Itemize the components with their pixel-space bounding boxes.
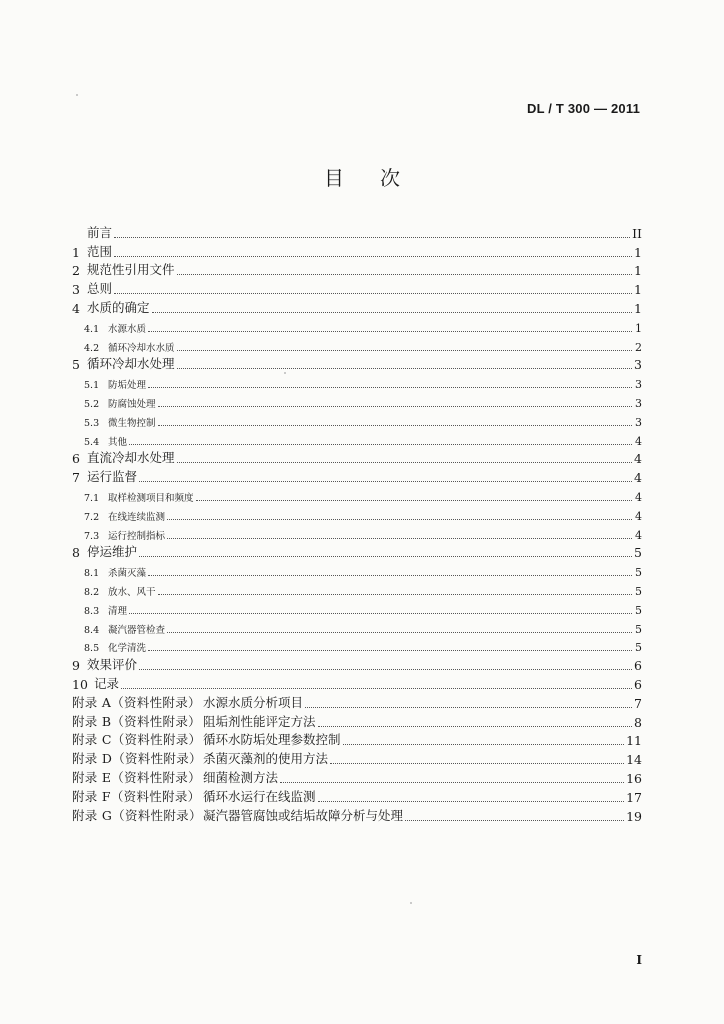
- toc-entry-number: 4.2: [84, 342, 100, 354]
- toc-entry-number: 8.5: [84, 643, 100, 655]
- toc-entry-number: 附录 C（资料性附录）: [72, 732, 202, 748]
- toc-entry-label: 微生物控制: [108, 417, 156, 429]
- dot-leader: [158, 406, 632, 407]
- toc-entry: [72, 222, 642, 241]
- dot-leader: [167, 519, 632, 520]
- dot-leader: [148, 387, 632, 388]
- toc-entry-number: 7.2: [84, 511, 100, 523]
- toc-entry: [72, 448, 642, 467]
- toc-entry-label: 循环水运行在线监测: [203, 788, 316, 804]
- toc-entry-label: 细菌检测方法: [203, 769, 279, 785]
- toc-entry-page: 2: [635, 340, 642, 354]
- dot-leader: [152, 312, 632, 313]
- toc-entry-page: 3: [634, 357, 642, 373]
- toc-entry-label: 取样检测项目和频度: [108, 492, 194, 504]
- dot-leader: [196, 500, 632, 501]
- toc-entry: [72, 429, 642, 448]
- toc-entry-number: 8.3: [84, 605, 100, 617]
- toc-entry: [72, 335, 642, 354]
- toc-entry-number: 7: [72, 470, 80, 486]
- toc-entry-page: 1: [634, 263, 642, 279]
- toc-entry-number: 7.3: [84, 530, 100, 542]
- toc-entry: [72, 654, 642, 673]
- toc-entry-page: 4: [635, 434, 642, 448]
- toc-entry-label: 阻垢剂性能评定方法: [203, 713, 316, 729]
- toc-entry-page: 5: [635, 566, 642, 580]
- toc-entry-label: 其他: [108, 436, 128, 448]
- toc-entry: [72, 711, 642, 730]
- scan-speck: [284, 372, 286, 374]
- toc-entry: [72, 748, 642, 767]
- toc-entry-number: 附录 E（资料性附录）: [72, 769, 201, 785]
- toc-entry-page: 14: [626, 752, 642, 768]
- toc-entry: [72, 767, 642, 786]
- toc-entry: [72, 466, 642, 485]
- dot-leader: [343, 744, 625, 745]
- dot-leader: [177, 368, 632, 369]
- toc-entry: [72, 692, 642, 711]
- toc-entry-label: 水源水质: [108, 323, 147, 335]
- toc-entry-number: 7.1: [84, 492, 100, 504]
- toc-entry-label: 水质的确定: [87, 299, 150, 315]
- toc-entry-label: 范围: [87, 243, 113, 259]
- toc-entry-label: 停运维护: [87, 544, 138, 560]
- toc-entry-label: 规范性引用文件: [87, 262, 175, 278]
- toc-entry: [72, 391, 642, 410]
- toc-entry-page: 6: [634, 658, 642, 674]
- toc-entry-label: 总则: [87, 281, 113, 297]
- dot-leader: [167, 538, 632, 539]
- toc-entry-label: 循环水防垢处理参数控制: [203, 732, 341, 748]
- toc-entry-label: 杀菌灭藻剂的使用方法: [203, 751, 329, 767]
- toc-entry-page: 4: [634, 451, 642, 467]
- toc-entry-page: 7: [634, 695, 642, 711]
- toc-entry-number: 5.2: [84, 398, 100, 410]
- toc-entry-label: 前言: [87, 224, 113, 240]
- toc-entry-page: 4: [635, 490, 642, 504]
- dot-leader: [167, 632, 632, 633]
- toc-entry-page: 16: [626, 770, 642, 786]
- toc-entry-label: 清理: [108, 605, 128, 617]
- toc-entry: [72, 673, 642, 692]
- dot-leader: [405, 820, 624, 821]
- scan-speck: [410, 902, 412, 904]
- dot-leader: [318, 726, 632, 727]
- toc-entry-label: 水源水质分析项目: [203, 694, 304, 710]
- dot-leader: [129, 613, 632, 614]
- toc-entry: [72, 542, 642, 561]
- dot-leader: [139, 669, 632, 670]
- toc-entry-page: 8: [634, 714, 642, 730]
- toc-entry-number: 8: [72, 545, 80, 561]
- dot-leader: [158, 425, 632, 426]
- dot-leader: [330, 763, 624, 764]
- toc-entry-label: 在线连续监测: [108, 511, 166, 523]
- toc-entry-number: 10: [72, 676, 88, 692]
- dot-leader: [177, 350, 632, 351]
- toc-entry: [72, 598, 642, 617]
- toc-entry: [72, 372, 642, 391]
- toc-entry-page: 5: [634, 545, 642, 561]
- dot-leader: [114, 293, 632, 294]
- dot-leader: [318, 801, 625, 802]
- toc-entry-label: 化学清洗: [108, 643, 147, 655]
- toc-entry: [72, 786, 642, 805]
- dot-leader: [139, 556, 632, 557]
- toc-entry-number: 6: [72, 451, 80, 467]
- toc-entry-number: 1: [72, 244, 80, 260]
- toc-entry-label: 记录: [94, 675, 120, 691]
- toc-entry-number: 5.1: [84, 380, 100, 392]
- toc-entry-number: 附录 A（资料性附录）: [72, 694, 201, 710]
- dot-leader: [148, 575, 632, 576]
- toc-entry-number: 5.3: [84, 417, 100, 429]
- toc-entry: [72, 579, 642, 598]
- toc-entry-label: 循环冷却水水质: [108, 342, 175, 354]
- table-of-contents: [72, 222, 642, 824]
- toc-entry-page: 5: [635, 641, 642, 655]
- toc-entry-label: 运行监督: [87, 469, 138, 485]
- toc-entry-page: 19: [626, 808, 642, 824]
- toc-entry-page: 3: [635, 396, 642, 410]
- toc-entry-label: 运行控制指标: [108, 530, 166, 542]
- scan-speck: [76, 94, 78, 96]
- toc-entry-label: 效果评价: [87, 657, 138, 673]
- toc-entry: [72, 297, 642, 316]
- toc-entry-number: 附录 D（资料性附录）: [72, 751, 202, 767]
- toc-entry-number: 8.4: [84, 624, 100, 636]
- toc-entry-page: 3: [635, 378, 642, 392]
- dot-leader: [177, 462, 632, 463]
- toc-entry-number: 5.4: [84, 436, 100, 448]
- toc-entry-page: 1: [635, 321, 642, 335]
- toc-entry-page: 6: [634, 676, 642, 692]
- toc-entry-number: 3: [72, 282, 80, 298]
- toc-title: 目次: [324, 166, 436, 190]
- dot-leader: [114, 237, 630, 238]
- dot-leader: [129, 444, 632, 445]
- toc-entry: [72, 278, 642, 297]
- dot-leader: [148, 331, 632, 332]
- toc-entry-number: 附录 G（资料性附录）: [72, 807, 202, 823]
- toc-entry-page: II: [632, 225, 642, 241]
- toc-entry: [72, 523, 642, 542]
- dot-leader: [305, 707, 632, 708]
- toc-entry: [72, 560, 642, 579]
- toc-entry-number: 8.1: [84, 568, 100, 580]
- toc-entry-label: 凝汽器管腐蚀或结垢故障分析与处理: [203, 807, 404, 823]
- toc-entry-number: 8.2: [84, 586, 100, 598]
- toc-entry-page: 4: [635, 509, 642, 523]
- toc-entry-page: 1: [634, 282, 642, 298]
- dot-leader: [114, 256, 632, 257]
- toc-entry-label: 防垢处理: [108, 380, 147, 392]
- dot-leader: [139, 481, 632, 482]
- toc-entry-number: 附录 F（资料性附录）: [72, 788, 201, 804]
- dot-leader: [148, 650, 632, 651]
- toc-entry-page: 1: [634, 244, 642, 260]
- toc-entry: [72, 410, 642, 429]
- toc-entry-label: 杀菌灭藻: [108, 568, 147, 580]
- toc-entry-number: 4.1: [84, 323, 100, 335]
- toc-entry-number: 9: [72, 658, 80, 674]
- toc-entry-page: 4: [635, 528, 642, 542]
- toc-entry-page: 4: [634, 470, 642, 486]
- toc-entry-page: 5: [635, 603, 642, 617]
- dot-leader: [121, 688, 632, 689]
- dot-leader: [280, 782, 624, 783]
- toc-entry-label: 放水、风干: [108, 586, 156, 598]
- toc-entry: [72, 504, 642, 523]
- toc-entry: [72, 316, 642, 335]
- toc-entry-page: 1: [634, 300, 642, 316]
- toc-entry: [72, 260, 642, 279]
- toc-entry-page: 17: [626, 789, 642, 805]
- toc-entry: [72, 805, 642, 824]
- toc-entry-label: 凝汽器管检查: [108, 624, 166, 636]
- toc-entry: [72, 241, 642, 260]
- toc-entry: [72, 730, 642, 749]
- toc-entry: [72, 636, 642, 655]
- toc-entry-page: 5: [635, 622, 642, 636]
- toc-entry-label: 防腐蚀处理: [108, 398, 156, 410]
- toc-entry-number: 5: [72, 357, 80, 373]
- toc-entry-number: 附录 B（资料性附录）: [72, 713, 201, 729]
- toc-entry-number: 4: [72, 300, 80, 316]
- toc-entry-label: 循环冷却水处理: [87, 356, 175, 372]
- toc-entry: [72, 617, 642, 636]
- standard-code: DL / T 300 — 2011: [527, 101, 640, 116]
- toc-entry: [72, 485, 642, 504]
- toc-entry-page: 3: [635, 415, 642, 429]
- toc-entry-page: 11: [626, 733, 642, 749]
- toc-entry-number: 2: [72, 263, 80, 279]
- toc-entry: [72, 354, 642, 373]
- dot-leader: [158, 594, 632, 595]
- dot-leader: [177, 274, 632, 275]
- page-number: I: [636, 953, 642, 967]
- toc-entry-label: 直流冷却水处理: [87, 450, 175, 466]
- toc-entry-page: 5: [635, 584, 642, 598]
